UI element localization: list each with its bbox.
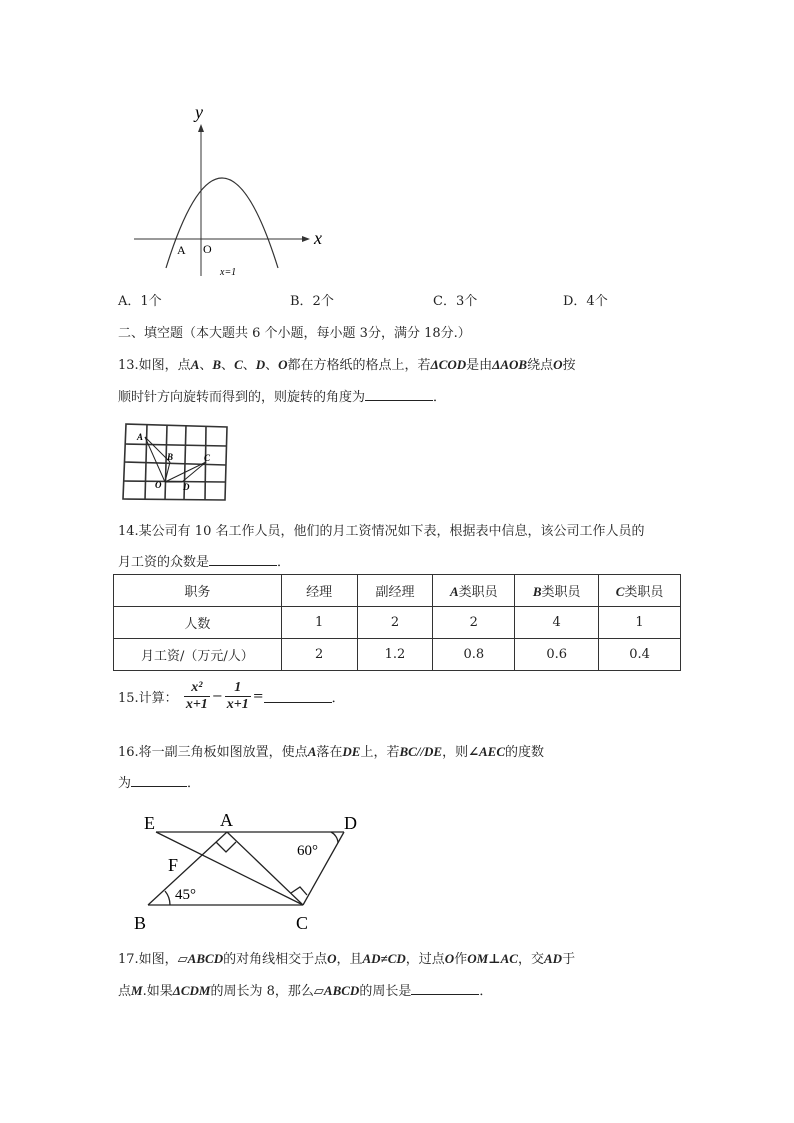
- q16-end: 的度数: [505, 745, 545, 760]
- q17-line2d: 的周长是: [359, 984, 412, 999]
- q16-mid2: 上，若: [360, 745, 400, 760]
- q13-mid3: 绕点: [527, 358, 554, 373]
- q13-line2: [118, 386, 446, 405]
- q17-line2a: 点: [118, 984, 132, 999]
- header-text: 类职员: [624, 585, 664, 600]
- q13-point-a: A: [190, 357, 200, 372]
- q15-eq: =: [252, 689, 264, 704]
- q13-point-b: B: [212, 357, 222, 372]
- q13-sep2: 、: [221, 358, 235, 373]
- q15-tail: ．: [331, 691, 345, 706]
- q16-pt: A: [307, 744, 317, 759]
- q17-end: 于: [562, 952, 576, 967]
- q17-mid2: ，且: [336, 952, 363, 967]
- q14-line2: [118, 551, 290, 570]
- header-cell: 职务: [114, 575, 282, 607]
- q16-line2-text: 为: [118, 776, 132, 791]
- q13-pivot: O: [553, 357, 563, 372]
- q17-m: M: [131, 983, 143, 998]
- q13-answer-blank[interactable]: [365, 388, 433, 401]
- grid-label-o: O: [155, 480, 162, 490]
- axis-of-symmetry-note: x=1: [220, 267, 237, 278]
- q14-line2-text: 月工资的众数是: [118, 555, 210, 570]
- table-header-row: [114, 575, 681, 607]
- q15-den2: x+1: [226, 697, 249, 712]
- header-letter: C: [615, 584, 625, 599]
- salary-cell: 0.6: [515, 639, 599, 671]
- q17-mid5: ，交: [517, 952, 544, 967]
- q13-grid-figure: [120, 420, 232, 504]
- q14-tail: ．: [277, 555, 291, 570]
- q13-mid2: 是由: [466, 358, 493, 373]
- q15-num1: x²: [184, 680, 210, 697]
- q16-seg: DE: [342, 744, 361, 759]
- q16-mid3: ，则: [442, 745, 469, 760]
- salary-cell: 1.2: [357, 639, 433, 671]
- header-cell: [515, 575, 599, 607]
- q13-sep4: 、: [265, 358, 279, 373]
- q14-line1: 14.某公司有 10 名工作人员，他们的月工资情况如下表，根据表中信息，该公司工作人员的: [118, 524, 645, 539]
- q17-perp: OM⊥AC: [467, 951, 518, 966]
- q17-line2b: .如果: [142, 984, 173, 999]
- q13-line2-text: 顺时针方向旋转而得到的，则旋转的角度为: [118, 390, 366, 405]
- q13-line1: [118, 354, 576, 373]
- section2-title: 二、填空题（本大题共 6 个小题，每小题 3分，满分 18分.）: [118, 326, 471, 341]
- q16-triangle-figure: [130, 805, 370, 937]
- q15-den1: x+1: [185, 697, 208, 712]
- triangle-lines: [145, 437, 206, 482]
- q17-line1: [118, 948, 575, 967]
- y-axis-label: y: [195, 102, 203, 122]
- salary-cell: 0.8: [433, 639, 515, 671]
- q12-option-b: B．2个: [290, 294, 334, 309]
- q17-line2c: 的周长为 8，那么: [210, 984, 314, 999]
- table-row-count: [114, 607, 681, 639]
- q13-prefix: 13.如图，点: [118, 358, 191, 373]
- count-cell: 1: [599, 607, 681, 639]
- salary-table: [113, 574, 681, 671]
- q16-prefix: 16.将一副三角板如图放置，使点: [118, 745, 308, 760]
- q17-ineq: AD≠CD: [362, 951, 406, 966]
- q16-cond: BC//DE: [399, 744, 443, 759]
- grid-label-c: C: [204, 453, 211, 463]
- y-axis-arrow: [198, 124, 204, 132]
- label-e: E: [144, 813, 155, 833]
- q13-sep3: 、: [242, 358, 256, 373]
- label-angle-45: 45°: [175, 887, 196, 903]
- q16-line1: [118, 741, 544, 760]
- q13-triangle-aob: ΔAOB: [492, 357, 528, 372]
- header-text: 类职员: [541, 585, 581, 600]
- q15-num2: 1: [225, 680, 251, 697]
- count-cell: 2: [357, 607, 433, 639]
- q17-ad: AD: [544, 951, 563, 966]
- grid-label-b: B: [167, 452, 174, 462]
- q16-mid: 落在: [316, 745, 343, 760]
- q13-point-c: C: [234, 357, 243, 372]
- q17-line2: [118, 980, 492, 999]
- parabola-graph: [120, 98, 340, 283]
- grid-label-d: D: [183, 482, 190, 492]
- salary-cell: 0.4: [599, 639, 681, 671]
- q12-option-d: D．4个: [563, 294, 608, 309]
- label-b: B: [134, 913, 147, 933]
- q17-mid3: ，过点: [405, 952, 445, 967]
- table-row-salary: [114, 639, 681, 671]
- q17-o: O: [327, 951, 337, 966]
- salary-cell: 2: [281, 639, 357, 671]
- label-angle-60: 60°: [297, 843, 318, 859]
- q17-para2: ▱ABCD: [313, 983, 360, 998]
- q13-end1: 按: [562, 358, 576, 373]
- q17-mid4: 作: [454, 952, 468, 967]
- q15-fraction-2: [225, 680, 251, 713]
- q17-o2: O: [444, 951, 455, 966]
- header-cell: 经理: [281, 575, 357, 607]
- q13-point-o: O: [278, 357, 288, 372]
- q12-option-a: A．1个: [118, 294, 162, 309]
- q13-mid: 都在方格纸的格点上，若: [287, 358, 431, 373]
- point-a-label: A: [177, 243, 186, 257]
- label-c: C: [296, 913, 309, 933]
- row-label: 月工资/（万元/人）: [114, 639, 282, 671]
- q16-answer-blank[interactable]: [131, 774, 187, 787]
- q15-answer-blank[interactable]: [264, 690, 332, 703]
- count-cell: 1: [281, 607, 357, 639]
- q13-point-d: D: [255, 357, 266, 372]
- q17-mid: 的对角线相交于点: [223, 952, 328, 967]
- q15-minus: −: [211, 689, 223, 704]
- q16-angle: ∠AEC: [468, 744, 505, 759]
- label-f: F: [168, 855, 179, 875]
- q17-answer-blank[interactable]: [411, 982, 479, 995]
- header-letter: B: [532, 584, 542, 599]
- q14-answer-blank[interactable]: [209, 553, 277, 566]
- q13-tail: ．: [433, 390, 447, 405]
- count-cell: 2: [433, 607, 515, 639]
- header-letter: A: [449, 584, 459, 599]
- header-text: 类职员: [458, 585, 498, 600]
- label-d: D: [344, 813, 357, 833]
- q15-prefix: 15.计算：: [118, 691, 178, 706]
- q17-prefix: 17.如图，: [118, 952, 178, 967]
- label-a: A: [220, 810, 233, 830]
- x-axis-label: x: [314, 228, 322, 248]
- q15-fraction-1: [184, 680, 210, 713]
- count-cell: 4: [515, 607, 599, 639]
- q12-option-c: C．3个: [433, 294, 478, 309]
- header-cell: [433, 575, 515, 607]
- q16-line2: [118, 772, 200, 791]
- q17-para: ▱ABCD: [177, 951, 224, 966]
- header-cell: [599, 575, 681, 607]
- q13-sep1: 、: [199, 358, 213, 373]
- origin-label: O: [203, 242, 212, 256]
- q17-tail: ．: [479, 984, 493, 999]
- grid-label-a: A: [137, 432, 144, 442]
- q13-triangle-cod: ΔCOD: [430, 357, 467, 372]
- q17-tri: ΔCDM: [172, 983, 211, 998]
- x-axis-arrow: [302, 236, 310, 242]
- q15-line: [118, 680, 345, 713]
- header-cell: 副经理: [357, 575, 433, 607]
- q16-tail: ．: [187, 776, 201, 791]
- row-label: 人数: [114, 607, 282, 639]
